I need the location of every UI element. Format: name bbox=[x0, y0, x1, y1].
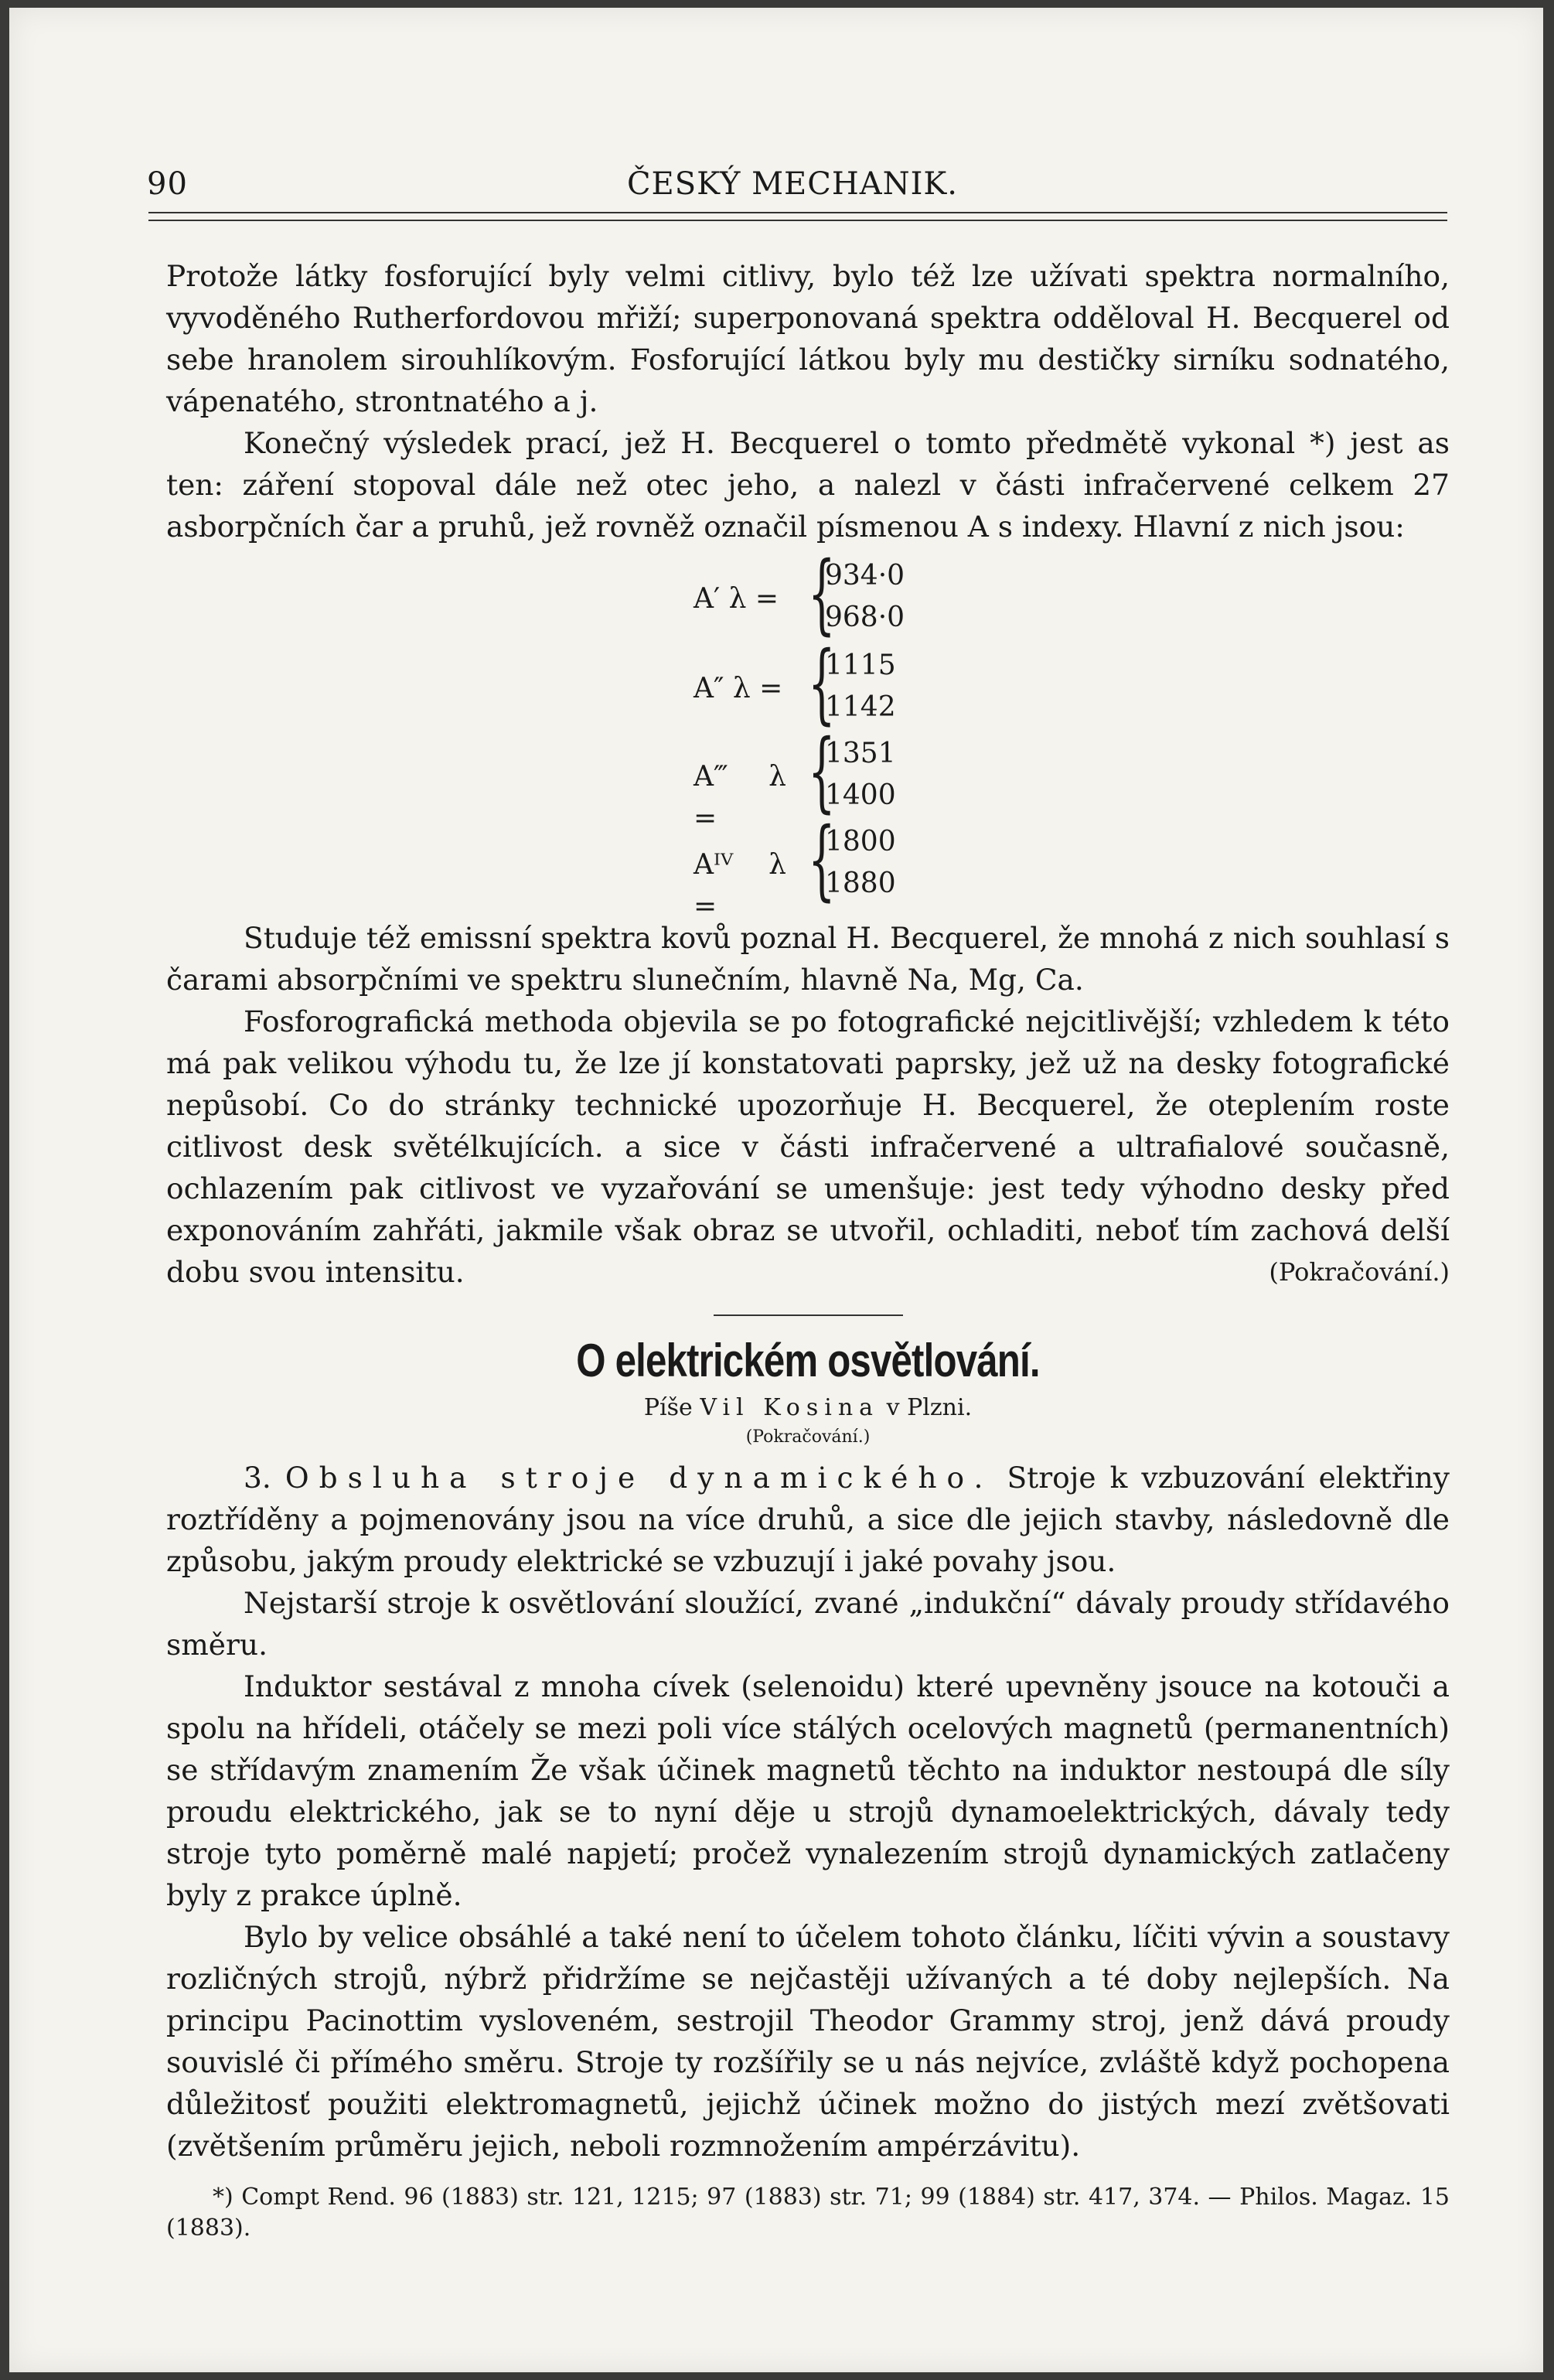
formula-value: 1115 bbox=[825, 650, 896, 681]
journal-title: ČESKÝ MECHANIK. bbox=[626, 166, 959, 202]
brace-icon: { bbox=[808, 544, 836, 644]
page bbox=[9, 8, 1543, 2372]
byline-place: v Plzni. bbox=[886, 1394, 973, 1421]
section-divider bbox=[714, 1314, 903, 1316]
formula-value: 968·0 bbox=[825, 602, 905, 633]
paragraph: Konečný výsledek prací, jež H. Becquerel o tomto předmětě vykonal *) jest as ten: záření stopoval dále než otec jeho, a nalezl v části infračervené celkem 27 asborpčních čar a pruhů, jež rovněž označil písmenou A s indexy. Hlavní z nich jsou: bbox=[166, 426, 1450, 544]
paragraph: Studuje též emissní spektra kovů poznal H. Becquerel, že mnohá z nich souhlasí s čarami absorpčními ve spektru slunečním, hlavně Na, Mg, Ca. bbox=[166, 921, 1450, 997]
formula-row bbox=[694, 633, 1003, 734]
section-text: Stroje k vzbuzování elektřiny roztříděny a pojmenovány jsou na více druhů, a sice dle jejich stavby, následovně dle způsobu, jakým proudy elektrické se vzbuzují i jaké povahy jsou. bbox=[166, 1461, 1450, 1578]
brace-icon: { bbox=[808, 721, 836, 822]
formula-value: 1880 bbox=[825, 868, 896, 899]
paragraph: Fosforografická methoda objevila se po fotografické nejcitlivější; vzhledem k této má pak velikou výhodu tu, že lze jí konstatovati paprsky, jež už na desky fotografické nepůsobí. Co do stránky technické upozorňuje H. Becquerel, že oteplením roste citlivost desk světélkujících. a sice v části infračervené a ultrafialové současně, ochlazením pak citlivost ve vyzařování se umenšuje: jest tedy výhodno desky před exponováním zahřáti, jakmile však obraz se utvořil, ochladiti, neboť tím zachová delší dobu svou intensitu. bbox=[166, 1004, 1450, 1289]
formula-value: 1800 bbox=[825, 826, 896, 858]
header-rule bbox=[148, 212, 1447, 221]
section-number: 3. bbox=[244, 1461, 271, 1495]
paragraph: Nejstarší stroje k osvětlování sloužící, zvané „indukční“ dávaly proudy střídavého směru. bbox=[166, 1586, 1450, 1662]
formula-label: Aᴵⱽ λ = bbox=[694, 849, 786, 922]
formula-value: 934·0 bbox=[825, 560, 905, 592]
author-name: Vil Kosina bbox=[700, 1394, 880, 1421]
formula-row bbox=[694, 810, 1003, 922]
section-title: Obsluha stroje dynamického. bbox=[285, 1461, 993, 1495]
footnote: *) Compt Rend. 96 (1883) str. 121, 1215; 97 (1883) str. 71; 99 (1884) str. 417, 374. — Philos. Magaz. 15 (1883). bbox=[166, 2184, 1450, 2242]
article-title: O elektrickém osvětlování. bbox=[576, 1335, 1040, 1386]
paragraph bbox=[166, 1457, 1450, 1582]
paragraph-block bbox=[166, 1001, 1450, 1293]
formula-value: 1142 bbox=[825, 691, 896, 723]
wavelength-formula bbox=[166, 544, 1450, 922]
formula-row bbox=[694, 721, 1003, 834]
brace-icon: { bbox=[808, 810, 836, 910]
paragraph: Bylo by velice obsáhlé a také není to účelem tohoto článku, líčiti vývin a soustavy rozličných strojů, nýbrž přidržíme se nejčastěji užívaných a té doby nejlepších. Na principu Pacinottim vysloveném, sestrojil Theodor Grammy stroj, jenž dává proudy souvislé či přímého směru. Stroje ty rozšířily se u nás nejvíce, zvláště když pochopena důležitosť použiti elektromagnetů, jejichž účinek možno do jistých mezí zvětšovati (zvětšením průměru jejich, neboli rozmnožením ampérzávitu). bbox=[166, 1920, 1450, 2163]
formula-value: 1351 bbox=[825, 738, 896, 769]
page-number: 90 bbox=[147, 166, 188, 202]
formula-value: 1400 bbox=[825, 779, 896, 811]
formula-row bbox=[694, 544, 1003, 644]
formula-label: A‴ λ = bbox=[694, 761, 786, 834]
paragraph: Induktor sestával z mnoha cívek (selenoidu) které upevněny jsouce na kotouči a spolu na hřídeli, otáčely se mezi poli více stálých ocelových magnetů (permanentních) se střídavým znamením Že však účinek magnetů těchto na induktor nestoupá dle síly proudu elektrického, jak se to nyní děje u strojů dynamoelektrických, dávaly tedy stroje tyto poměrně malé napjetí; pročež vynalezením strojů dynamických zatlačeny byly z prakce úplně. bbox=[166, 1669, 1450, 1912]
continued-label: (Pokračování.) bbox=[745, 1427, 871, 1447]
formula-label: A″ λ = bbox=[694, 673, 783, 704]
running-header bbox=[139, 159, 1446, 213]
paragraph: Protože látky fosforující byly velmi citlivy, bylo též lze užívati spektra normalního, vyvoděného Rutherfordovou mřiží; superponovaná spektra odděloval H. Becquerel od sebe hranolem sirouhlíkovým. Fosforující látkou byly mu destičky sirníku sodnatého, vápenatého, strontnatého a j. bbox=[166, 259, 1450, 418]
byline bbox=[166, 1392, 1450, 1424]
formula-label: A′ λ = bbox=[694, 583, 779, 615]
brace-icon: { bbox=[808, 633, 836, 734]
byline-prefix: Píše bbox=[643, 1394, 693, 1421]
body-text bbox=[166, 255, 1450, 2244]
continued-note: (Pokračování.) bbox=[1269, 1257, 1450, 1287]
